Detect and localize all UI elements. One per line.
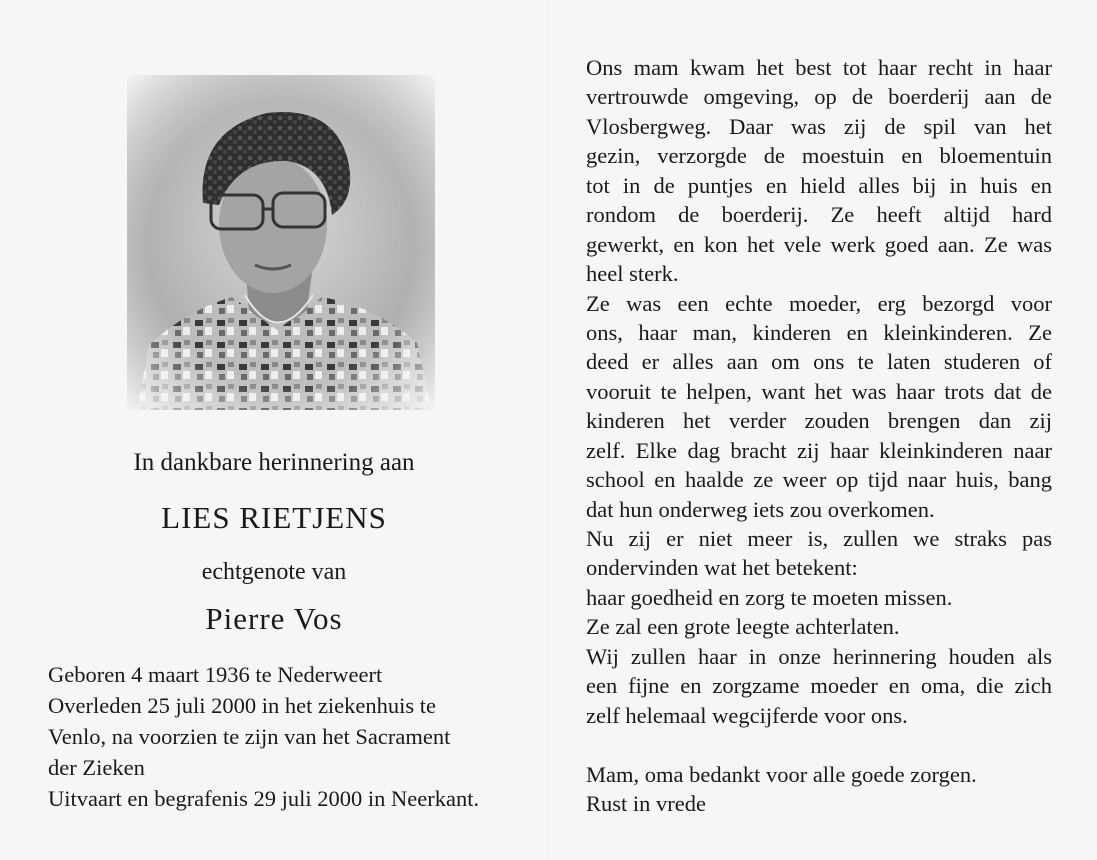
tribute-line: zelf. Elke dag bracht zij haar kleinkinderen naar (586, 437, 1052, 463)
tribute-line: vooruit te helpen, want het was haar trots dat de (586, 378, 1052, 404)
tribute-line: Ons mam kwam het best tot haar recht in haar (586, 55, 1052, 80)
tribute-line: gezin, verzorgde de moestuin en bloementuin (586, 143, 1052, 169)
tribute-line: Ze was een echte moeder, erg bezorgd voor (586, 290, 1052, 316)
tribute-line: tot in de puntjes en hield alles bij in huis en (586, 172, 1052, 198)
biography (48, 659, 528, 814)
tribute-line: kinderen het verder zouden brengen dan zij (586, 408, 1052, 434)
tribute-line: zelf helemaal wegcijferde voor ons. (586, 702, 908, 728)
bio-line: Overleden 25 juli 2000 in het ziekenhuis te (48, 693, 437, 718)
tribute-line: haar goedheid en zorg te moeten missen. (586, 584, 953, 610)
tribute-line: Vlosbergweg. Daar was zij de spil van het (586, 113, 1052, 139)
tribute-line: gewerkt, en kon het vele werk goed aan. Ze was (586, 231, 1052, 257)
card-fold (548, 0, 550, 860)
spouse-of-label: echtgenote van (201, 559, 347, 585)
bio-line: Venlo, na voorzien te zijn van het Sacrament (48, 724, 451, 749)
deceased-name: LIES RIETJENS (161, 500, 387, 535)
tribute-line: Rust in vrede (586, 790, 706, 816)
left-panel (0, 0, 548, 860)
bio-line: der Zieken (48, 755, 145, 780)
tribute-line: Wij zullen haar in onze herinnering houden als (586, 643, 1052, 669)
tribute-line: school en haalde ze weer op tijd naar huis, bang (586, 467, 1052, 493)
tribute-line: dat hun onderweg iets zou overkomen. (586, 496, 935, 522)
tribute-line: heel sterk. (586, 261, 679, 287)
tribute-line: deed er alles aan om ons te laten studeren of (586, 349, 1052, 375)
tribute-line: rondom de boerderij. Ze heeft altijd hard (586, 202, 1052, 228)
in-memory-heading: In dankbare herinnering aan (133, 449, 415, 476)
tribute-line: ons, haar man, kinderen en kleinkinderen. Ze (586, 319, 1052, 345)
bio-line: Uitvaart en begrafenis 29 juli 2000 in Neerkant. (48, 786, 480, 811)
blank-line (586, 730, 1052, 759)
tribute-text (586, 53, 1052, 818)
tribute-line: een fijne en zorgzame moeder en oma, die zich (586, 673, 1052, 699)
tribute-line: ondervinden wat het betekent: (586, 555, 858, 581)
tribute-line: Ze zal een grote leegte achterlaten. (586, 614, 900, 640)
bio-line: Geboren 4 maart 1936 te Nederweert (48, 662, 383, 687)
tribute-line: vertrouwde omgeving, op de boerderij aan de (586, 84, 1052, 110)
tribute-line: Nu zij er niet meer is, zullen we straks pas (586, 526, 1052, 551)
portrait-photo (127, 75, 435, 410)
tribute-line: Mam, oma bedankt voor alle goede zorgen. (586, 761, 977, 787)
spouse-name: Pierre Vos (205, 601, 343, 636)
